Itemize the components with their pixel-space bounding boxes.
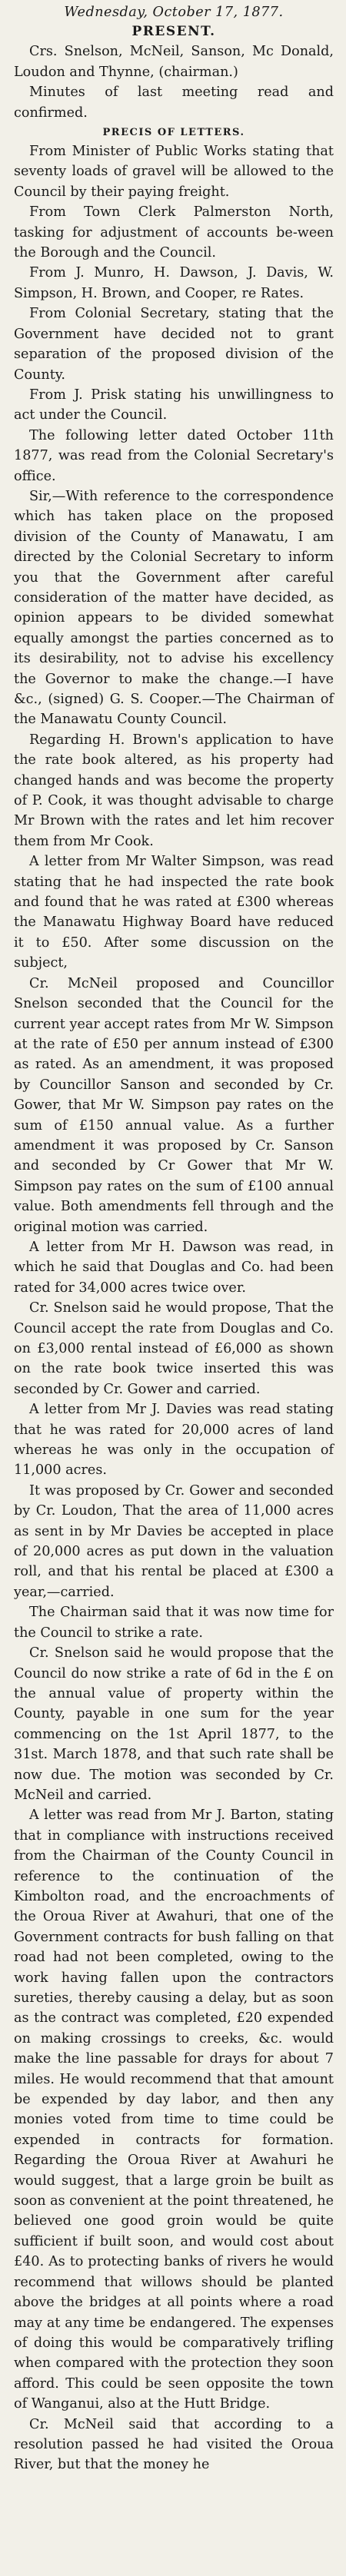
paragraph: From Town Clerk Palmerston North, tasking for adjustment of accounts be-ween the Borough and the Council. xyxy=(14,204,334,261)
paragraph: Cr. Snelson said he would propose, That the Council accept the rate from Douglas and Co. on £3,000 rental instead of £6,000 as shown on the rate book twice inserted this was seconded by Cr. Gower and carried. xyxy=(14,1300,334,1397)
paragraph: The following letter dated October 11th 1877, was read from the Colonial Secretary's office. xyxy=(14,427,334,484)
paragraph: Regarding H. Brown's application to have the rate book altered, as his property had changed hands and was become the property of P. Cook, it was thought advisable to charge Mr Brown with the rates and let him recover them from Mr Cook. xyxy=(14,732,334,849)
paragraph: From J. Prisk stating his unwillingness to act under the Council. xyxy=(14,387,334,423)
paragraph: A letter was read from Mr J. Barton, stating that in compliance with instructions received from the Chairman of the County Council in reference to the continuation of the Kimbolton road, and the encroachments of the Oroua River at Awahuri, that one of the Government contracts for bush falling on that road had not been completed, owing to the work having fallen upon the contractors sureties, thereby causing a delay, but as soon as the contract was completed, £20 expended on making crossings to creeks, &c. would make the line passable for drays for about 7 miles. He would recommend that that amount be expended by day labor, and then any monies voted from time to time could be expended in contracts for formation. Regarding the Oroua River at Awahuri he would suggest, that a large groin be built as soon as convenient at the point threatened, he believed one good groin would be quite sufficient if built soon, and would cost about £40. As to protecting banks of rivers he would recommend that willows should be planted above the bridges at all points where a road may at any time be endangered. The expenses of doing this would be comparatively trifling when compared with the protection they soon afford. This could be seen opposite the town of Wanganui, also at the Hutt Bridge. xyxy=(14,1808,334,2412)
paragraph: Cr. McNeil proposed and Councillor Snelson seconded that the Council for the current year accept rates from Mr W. Simpson at the rate of £50 per annum instead of £300 as rated. As an amendment, it was proposed by Councillor Sanson and seconded by Cr. Gower, that Mr W. Simpson pay rates on the sum of £150 annual value. As a further amendment it was proposed by Cr. Sanson and seconded by Cr Gower that Mr W. Simpson pay rates on the sum of £100 annual value. Both amendments fell through and the original motion was carried. xyxy=(14,975,334,1235)
paragraph: A letter from Mr H. Dawson was read, in which he said that Douglas and Co. had been rated for 34,000 acres twice over. xyxy=(14,1239,334,1296)
present-text: Crs. Snelson, McNeil, Sanson, Mc Donald, Loudon and Thynne, (chairman.) xyxy=(14,44,334,80)
paragraph: From Minister of Public Works stating that seventy loads of gravel will be allowed to the Council by their paying freight. xyxy=(14,144,334,200)
paragraph: Cr. McNeil said that according to a resolution passed he had visited the Oroua River, but that the money he xyxy=(14,2416,334,2473)
dateline: Wednesday, October 17, 1877. xyxy=(64,5,284,20)
minutes-text: Minutes of last meeting read and confirmed. xyxy=(14,85,334,121)
paragraph: A letter from Mr Walter Simpson, was read stating that he had inspected the rate book and found that he was rated at £300 whereas the Manawatu Highway Board have reduced it to £50. After some discussion on the subject, xyxy=(14,854,334,971)
paragraph: It was proposed by Cr. Gower and seconded by Cr. Loudon, That the area of 11,000 acres as sent in by Mr Davies be accepted in place of 20,000 acres as put down in the valuation roll, and that his rental be placed at £300 a year,—carried. xyxy=(14,1482,334,1600)
paragraph: A letter from Mr J. Davies was read stating that he was rated for 20,000 acres of land whereas he was only in the occupation of 11,000 acres. xyxy=(14,1402,334,1479)
paragraph: From Colonial Secretary, stating that the Government have decided not to grant separation of the proposed division of the County. xyxy=(14,306,334,383)
paragraph: The Chairman said that it was now time for the Council to strike a rate. xyxy=(14,1605,334,1641)
paragraph: From J. Munro, H. Dawson, J. Davis, W. Simpson, H. Brown, and Cooper, re Rates. xyxy=(14,265,334,301)
precis-heading: PRECIS OF LETTERS. xyxy=(102,127,245,139)
present-heading: PRESENT. xyxy=(131,24,216,39)
paragraph: Cr. Snelson said he would propose that the Council do now strike a rate of 6d in the £ on the annual value of property within the County, payable in one sum for the year commencing on the 1st April 1877, to the 31st. March 1878, and that such rate shall be now due. The motion was seconded by Cr. McNeil and carried. xyxy=(14,1645,334,1803)
paragraph: Sir,—With reference to the correspondence which has taken place on the proposed division of the County of Manawatu, I am directed by the Colonial Secretary to inform you that the Government after careful consideration of the matter have decided, as opinion appears to be divided somewhat equally amongst the parties concerned as to its desirability, not to advise his excellency the Governor to make the change.—I have &c., (signed) G. S. Cooper.—The Chairman of the Manawatu County Council. xyxy=(14,488,334,728)
